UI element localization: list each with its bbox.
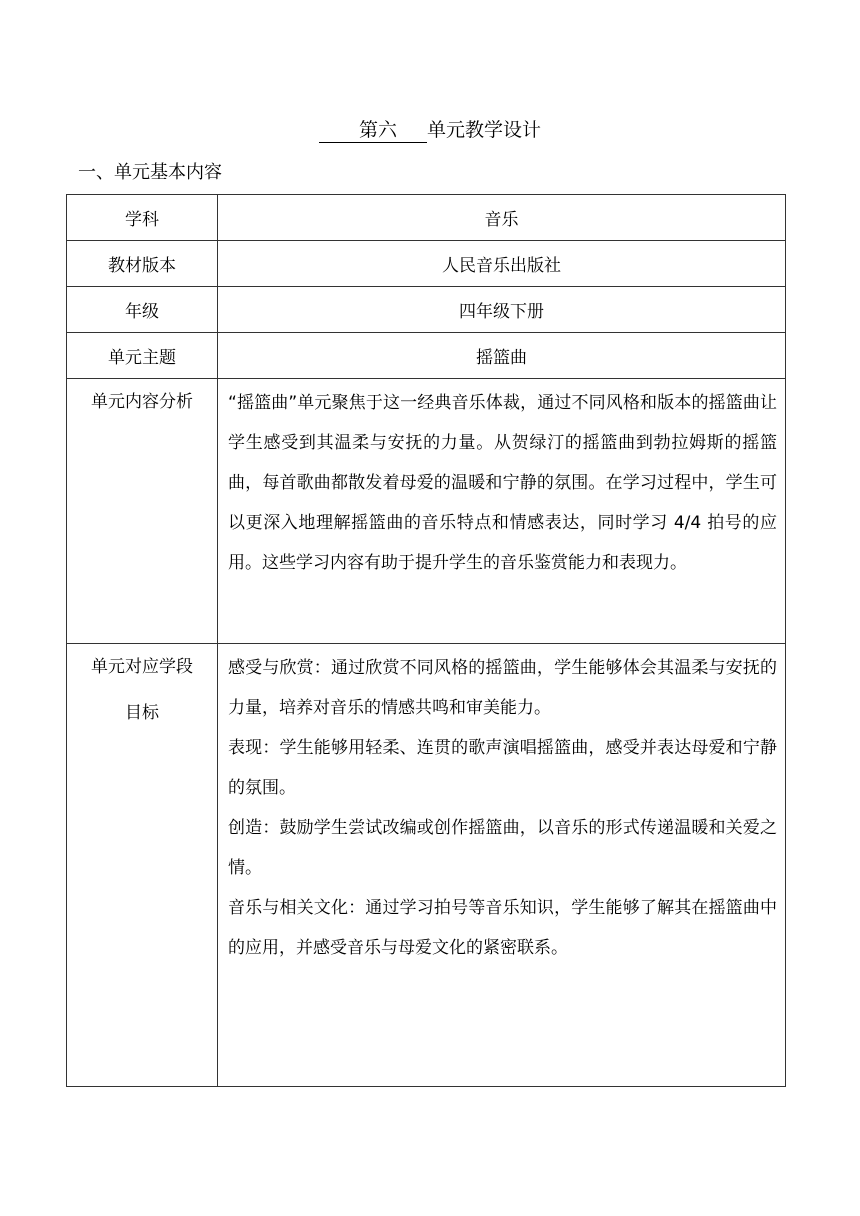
- row-value: 人民音乐出版社: [218, 241, 786, 287]
- row-label: 年级: [67, 287, 218, 333]
- table-row-grade: [67, 287, 786, 333]
- row-value: 音乐: [218, 195, 786, 241]
- section-heading: 一、单元基本内容: [78, 162, 222, 183]
- table-row-goals: [67, 644, 786, 1087]
- goals-label-line1: 单元对应学段: [91, 657, 193, 677]
- table-row-textbook: [67, 241, 786, 287]
- analysis-text: “摇篮曲”单元聚焦于这一经典音乐体裁，通过不同风格和版本的摇篮曲让学生感受到其温柔与安抚的力量。从贺绿汀的摇篮曲到勃拉姆斯的摇篮曲，每首歌曲都散发着母爱的温暖和宁静的氛围。在学习过程中，学生可以更深入地理解摇篮曲的音乐特点和情感表达，同时学习 4/4 拍号的应用。这些学习内容有助于提升学生的音乐鉴赏能力和表现力。: [218, 379, 786, 644]
- goal-paragraph: 创造：鼓励学生尝试改编或创作摇篮曲，以音乐的形式传递温暖和关爱之情。: [228, 818, 777, 878]
- title-suffix: 单元教学设计: [427, 119, 542, 141]
- row-label: 单元主题: [67, 333, 218, 379]
- goals-label-line2: 目标: [125, 703, 159, 723]
- row-value: 摇篮曲: [218, 333, 786, 379]
- row-label: 学科: [67, 195, 218, 241]
- table-row-theme: [67, 333, 786, 379]
- table-row-subject: [67, 195, 786, 241]
- row-value: 四年级下册: [218, 287, 786, 333]
- row-label: 单元内容分析: [67, 379, 218, 644]
- unit-info-table: [66, 194, 786, 1087]
- goal-paragraph: 感受与欣赏：通过欣赏不同风格的摇篮曲，学生能够体会其温柔与安抚的力量，培养对音乐的情感共鸣和审美能力。: [228, 658, 777, 718]
- page-title: [0, 116, 860, 144]
- table-row-analysis: [67, 379, 786, 644]
- row-label: 教材版本: [67, 241, 218, 287]
- title-unit-blank: [319, 118, 427, 143]
- goal-paragraph: 表现：学生能够用轻柔、连贯的歌声演唱摇篮曲，感受并表达母爱和宁静的氛围。: [228, 738, 777, 798]
- row-label: [67, 644, 218, 1087]
- title-unit-value: 第六: [358, 119, 397, 141]
- goal-paragraph: 音乐与相关文化：通过学习拍号等音乐知识，学生能够了解其在摇篮曲中的应用，并感受音乐与母爱文化的紧密联系。: [228, 898, 777, 958]
- goals-text: [218, 644, 786, 1087]
